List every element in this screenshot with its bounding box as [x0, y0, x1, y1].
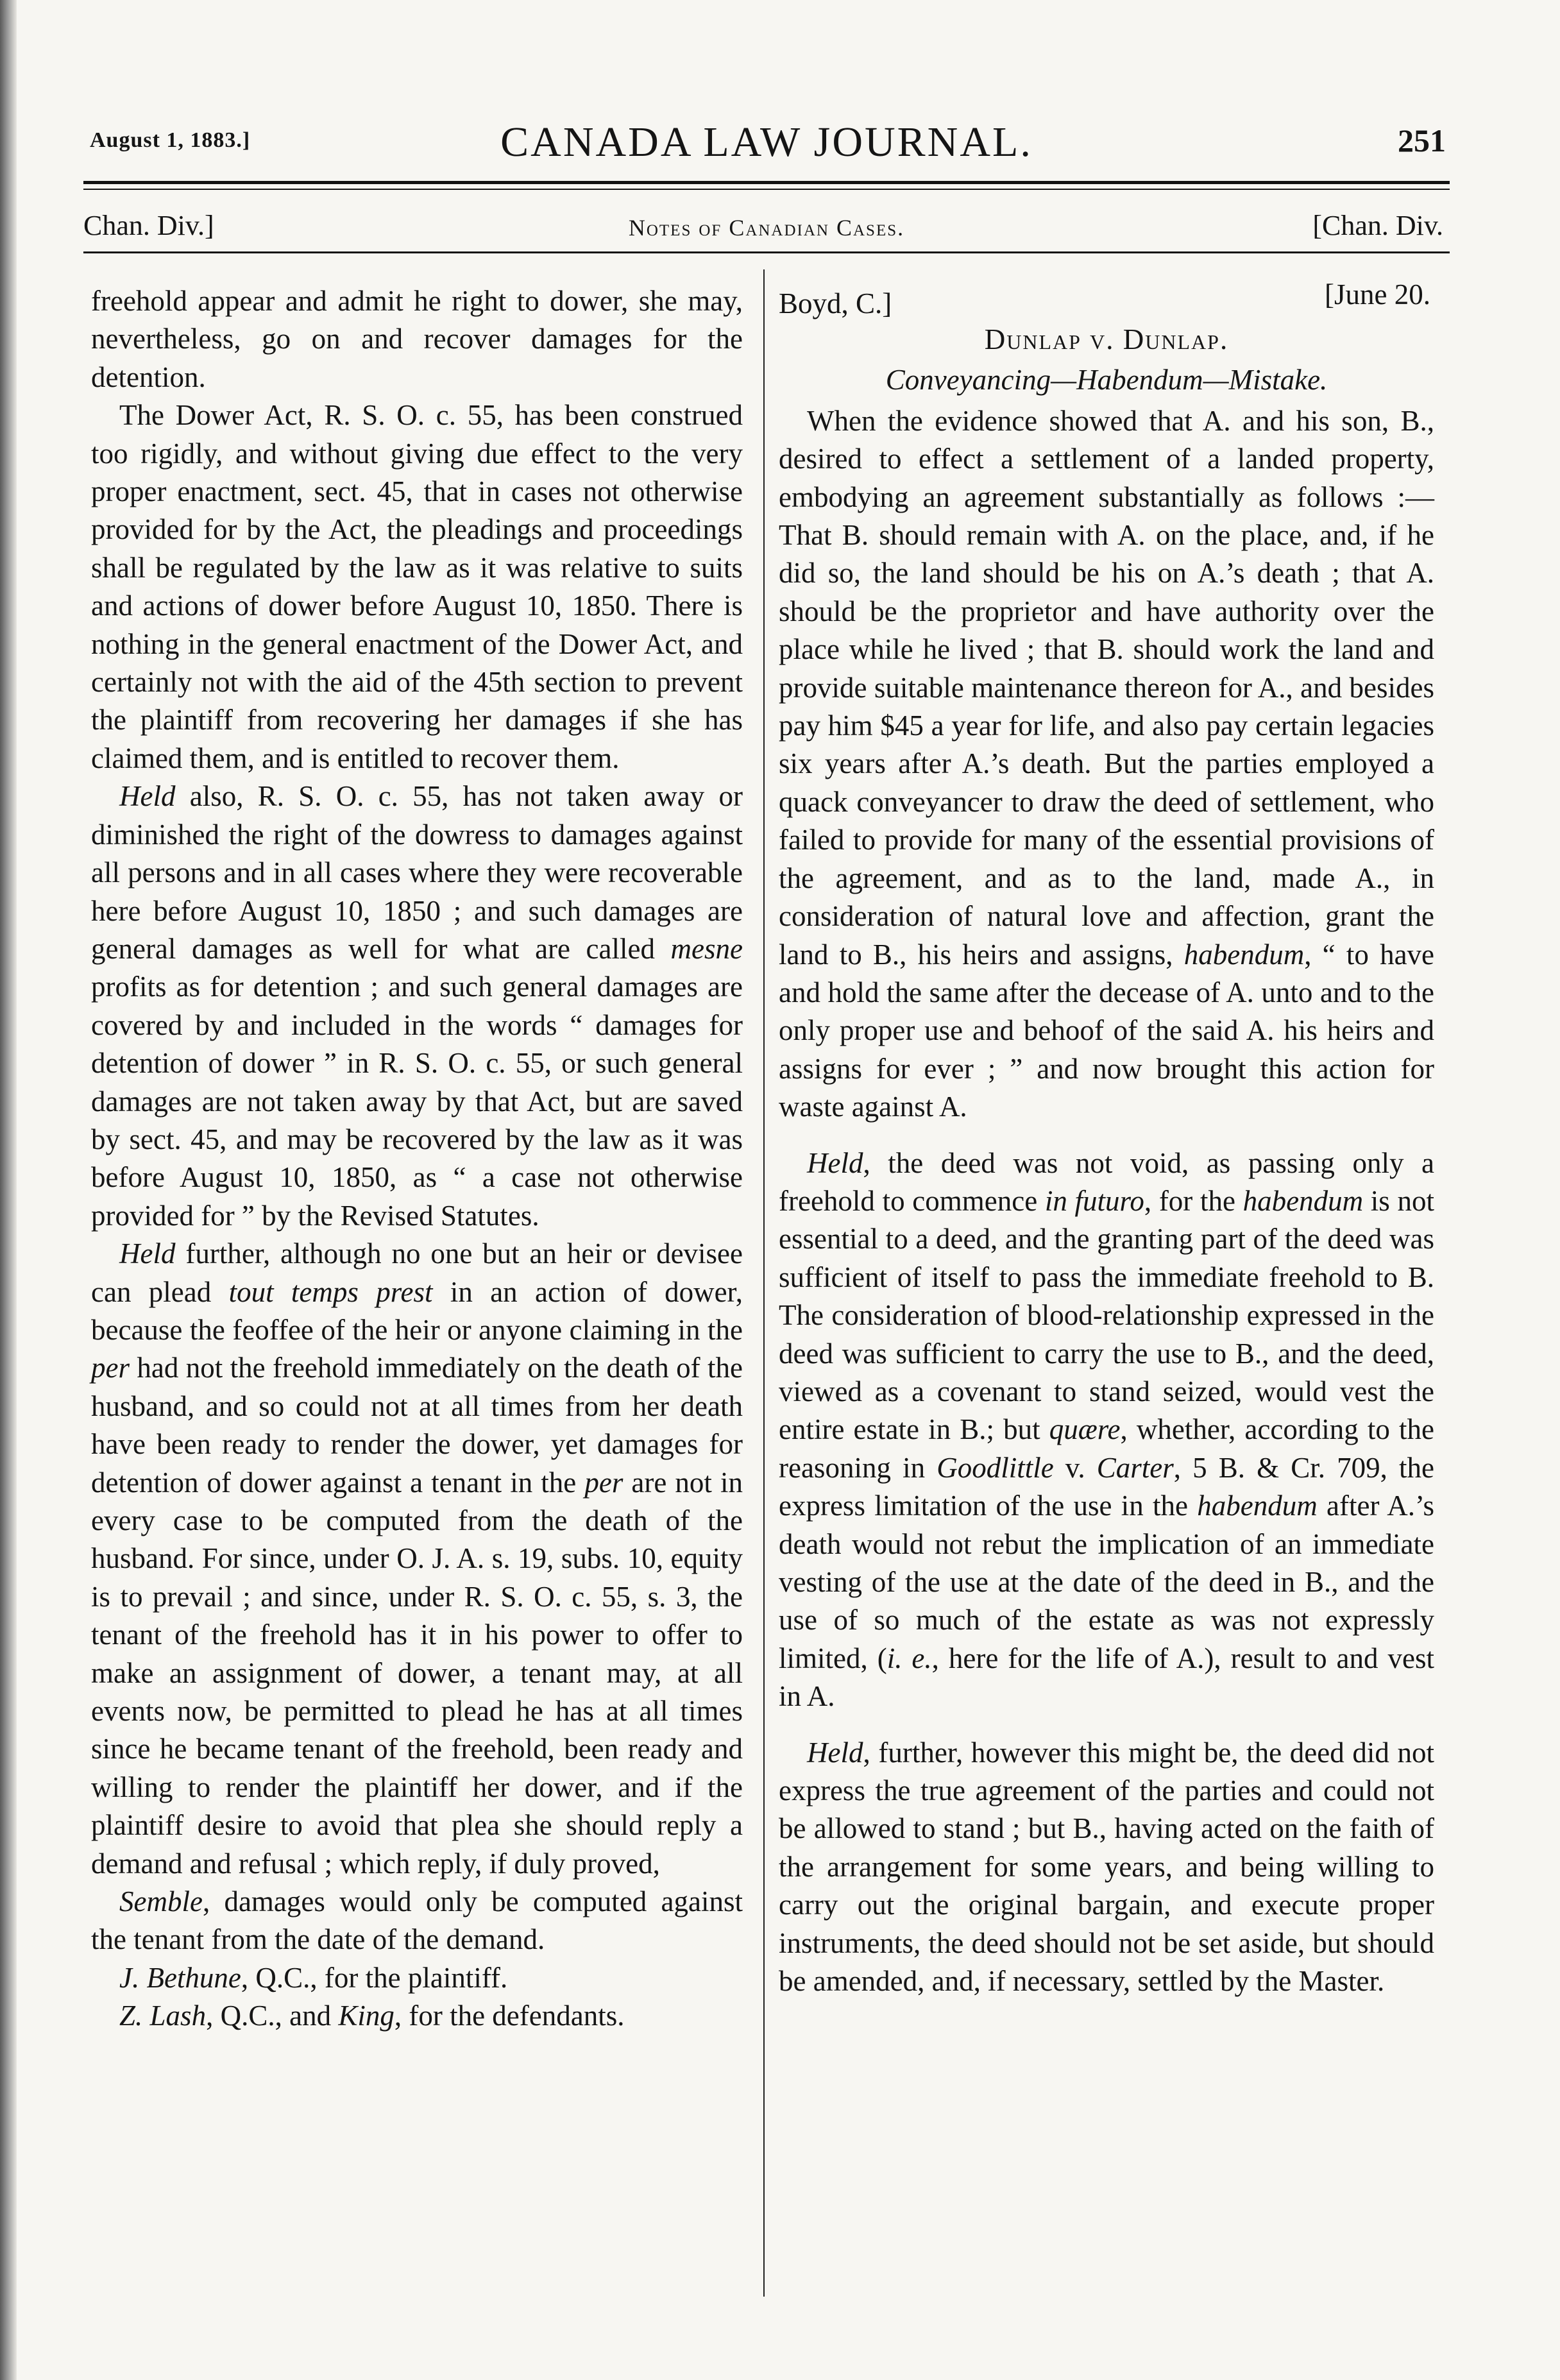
right-paragraph-2: Held, the deed was not void, as passing only a freehold to commence in futuro, for the habendum is not essential to a deed, and the granting part of the deed was sufficient of itself to pass the immediate freehold to B. The consideration of blood-relationship expressed in the deed was sufficient to carry the use to B., and the deed, viewed as a covenant to stand seized, would vest the entire estate in B.; but quære, whether, according to the reasoning in Goodlittle v. Carter, 5 B. & Cr. 709, the express limitation of the use in the habendum after A.’s death would not rebut the implication of an immediate vesting of the use at the date of the deed in B., and the use of so much of the estate as was not expressly limited, (i. e., here for the life of A.), result to and vest in A.	[779, 1146, 1435, 1713]
held-lead: Held	[807, 1736, 863, 1769]
header-rule-thick	[83, 181, 1450, 184]
right-column	[779, 278, 1435, 2000]
left-column	[91, 282, 743, 2036]
right-paragraph-3: Held, further, however this might be, the deed did not express the true agreement of the parties and could not be allowed to stand ; but B., having acted on the faith of the arrangement for some years, and being willing to carry out the original bargain, and execute proper instruments, the deed should not be set aside, but should be amended, and, if necessary, settled by the Master.	[779, 1736, 1434, 1998]
case-judge: Boyd, C.]	[779, 287, 892, 319]
counsel-defendants: Z. Lash, Q.C., and King, for the defendants.	[119, 2000, 625, 2032]
header-rule-thin	[83, 189, 1450, 190]
journal-title: CANADA LAW JOURNAL.	[500, 119, 1033, 166]
section-left: Chan. Div.]	[83, 210, 214, 241]
held-lead: Held	[807, 1146, 863, 1179]
case-date: [June 20.	[1325, 278, 1430, 310]
case-catchwords: Conveyancing—Habendum—Mistake.	[885, 364, 1328, 396]
left-paragraph-1: freehold appear and admit he right to dower, she may, nevertheless, go on and recover damages for the detention.	[91, 285, 743, 393]
held-lead: Held	[119, 1237, 176, 1270]
left-paragraph-2: The Dower Act, R. S. O. c. 55, has been construed too rigidly, and without giving due effect to the very proper enactment, sect. 45, that in cases not otherwise provided for by the Act, the pleadings and proceedings shall be regulated by the law as it was relative to suits and actions of dower before August 10, 1850. There is nothing in the general enactment of the Dower Act, and certainly not with the aid of the 45th section to prevent the plaintiff from recovering her damages if she has claimed them, and is entitled to recover them.	[91, 399, 743, 774]
held-lead: Held	[119, 780, 176, 813]
section-rule	[83, 251, 1450, 253]
semble-lead: Semble	[119, 1885, 203, 1918]
left-paragraph-5: Semble, damages would only be computed against the tenant from the date of the demand.	[91, 1885, 743, 1956]
header-date: August 1, 1883.]	[90, 128, 251, 152]
column-divider	[763, 269, 765, 2297]
section-title: Notes of Canadian Cases.	[628, 215, 905, 241]
left-paragraph-3: Held also, R. S. O. c. 55, has not taken away or diminished the right of the dowress to damages against all persons and in all cases where they were recoverable here before August 10, 1850 ; and such damages are general damages as well for what are called mesne profits as for detention ; and such general damages are covered by and included in the words “ damages for detention of dower ” in R. S. O. c. 55, or such general damages are not taken away by that Act, but are saved by sect. 45, and may be recovered by the law as it was before August 10, 1850, as “ a case not otherwise provided for ” by the Revised Statutes.	[91, 780, 743, 1232]
section-right: [Chan. Div.	[1312, 210, 1443, 241]
right-paragraph-1: When the evidence showed that A. and his son, B., desired to effect a settlement of a landed property, embodying an agreement substantially as follows :—That B. should remain with A. on the place, and, if he did so, the land should be his on A.’s death ; that A. should be the proprietor and have authority over the place while he lived ; that B. should work the land and provide suitable maintenance thereon for A., and besides pay him $45 a year for life, and also pay certain legacies six years after A.’s death. But the parties employed a quack conveyancer to draw the deed of settlement, who failed to provide for many of the essential provisions of the agreement, and as to the land, made A., in consideration of natural love and affection, grant the land to B., his heirs and assigns, habendum, “ to have and hold the same after the decease of A. unto and to the only proper use and behoof of the said A. his heirs and assigns for ever ; ” and now brought this action for waste against A.	[779, 404, 1435, 1123]
page-binding-shadow	[0, 0, 17, 2380]
case-title: Dunlap v. Dunlap.	[984, 323, 1229, 355]
left-paragraph-4: Held further, although no one but an heir or devisee can plead tout temps prest in an action of dower, because the feoffee of the heir or anyone claiming in the per had not the freehold immediately on the death of the husband, and so could not at all times from her death have been ready to render the dower, yet damages for detention of dower against a tenant in the per are not in every case to be computed from the death of the husband. For since, under O. J. A. s. 19, subs. 10, equity is to prevail ; and since, under R. S. O. c. 55, s. 3, the tenant of the freehold has it in his power to offer to make an assignment of dower, a tenant may, at all events now, be permitted to plead he has at all times since he became tenant of the freehold, been ready and willing to render the plaintiff her dower, and if the plaintiff desire to avoid that plea she should reply a demand and refusal ; which reply, if duly proved,	[91, 1237, 743, 1880]
page-number: 251	[1398, 123, 1446, 158]
counsel-plaintiff: J. Bethune, Q.C., for the plaintiff.	[119, 1961, 508, 1994]
running-head	[83, 109, 1450, 180]
case-head	[779, 278, 1434, 321]
section-line	[83, 205, 1450, 250]
